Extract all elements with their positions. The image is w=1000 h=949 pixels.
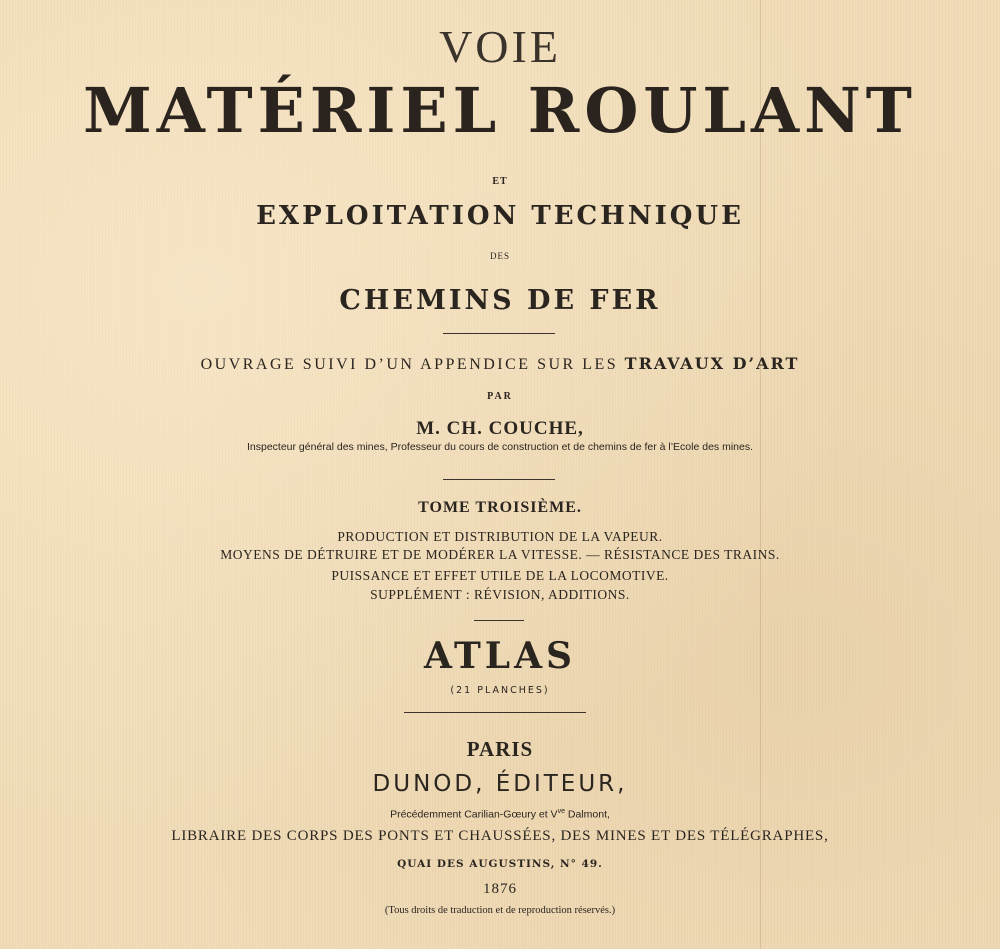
author-quality: Inspecteur général des mines, Professeur du cours de construction et de chemins de fer à l’Ecole des mines.: [246, 441, 753, 453]
rights-notice: (Tous droits de traduction et de reproduction réservés.): [384, 905, 616, 916]
divider-rule-long: [404, 712, 586, 713]
title-materiel-roulant: MATÉRIEL ROULANT: [83, 74, 917, 147]
publisher-name: DUNOD, ÉDITEUR,: [372, 771, 628, 797]
subtitle-line: [0, 356, 1000, 373]
atlas-plates: (21 PLANCHES): [450, 685, 550, 696]
publisher-role: LIBRAIRE DES CORPS DES PONTS ET CHAUSSÉES, DES MINES ET DES TÉLÉGRAPHES,: [171, 828, 829, 844]
title-exploitation-technique: EXPLOITATION TECHNIQUE: [256, 201, 744, 231]
volume-content-line: PUISSANCE ET EFFET UTILE DE LA LOCOMOTIVE.: [331, 568, 669, 583]
divider-rule: [443, 333, 555, 334]
volume-title: TOME TROISIÈME.: [418, 499, 582, 516]
publisher-address: QUAI DES AUGUSTINS, N° 49.: [397, 858, 603, 870]
author-name: M. CH. COUCHE,: [416, 418, 584, 439]
volume-content-line: PRODUCTION ET DISTRIBUTION DE LA VAPEUR.: [337, 529, 663, 544]
title-des: DES: [489, 251, 510, 261]
volume-content-line: MOYENS DE DÉTRUIRE ET DE MODÉRER LA VITESSE. — RÉSISTANCE DES TRAINS.: [220, 547, 780, 562]
title-voie: VOIE: [439, 21, 561, 72]
publisher-previous-sup: ve: [557, 808, 565, 815]
publisher-previous-suffix: Dalmont,: [564, 808, 610, 821]
publisher-city: PARIS: [466, 737, 534, 761]
subtitle-prefix: OUVRAGE SUIVI D’UN APPENDICE SUR LES: [200, 356, 625, 373]
title-chemins-de-fer: CHEMINS DE FER: [339, 285, 661, 316]
divider-rule: [443, 479, 555, 480]
publisher-previous-prefix: Précédemment Carilian-Gœury et V: [390, 808, 558, 821]
author-by: PAR: [487, 391, 513, 402]
publisher-previous: [0, 808, 1000, 820]
volume-content-line: SUPPLÉMENT : RÉVISION, ADDITIONS.: [370, 587, 630, 602]
subtitle-emphasis: TRAVAUX D’ART: [624, 354, 800, 373]
atlas-title: ATLAS: [424, 635, 576, 677]
divider-rule-short: [474, 620, 524, 621]
title-et: ET: [492, 176, 508, 187]
publication-year: 1876: [483, 881, 517, 897]
